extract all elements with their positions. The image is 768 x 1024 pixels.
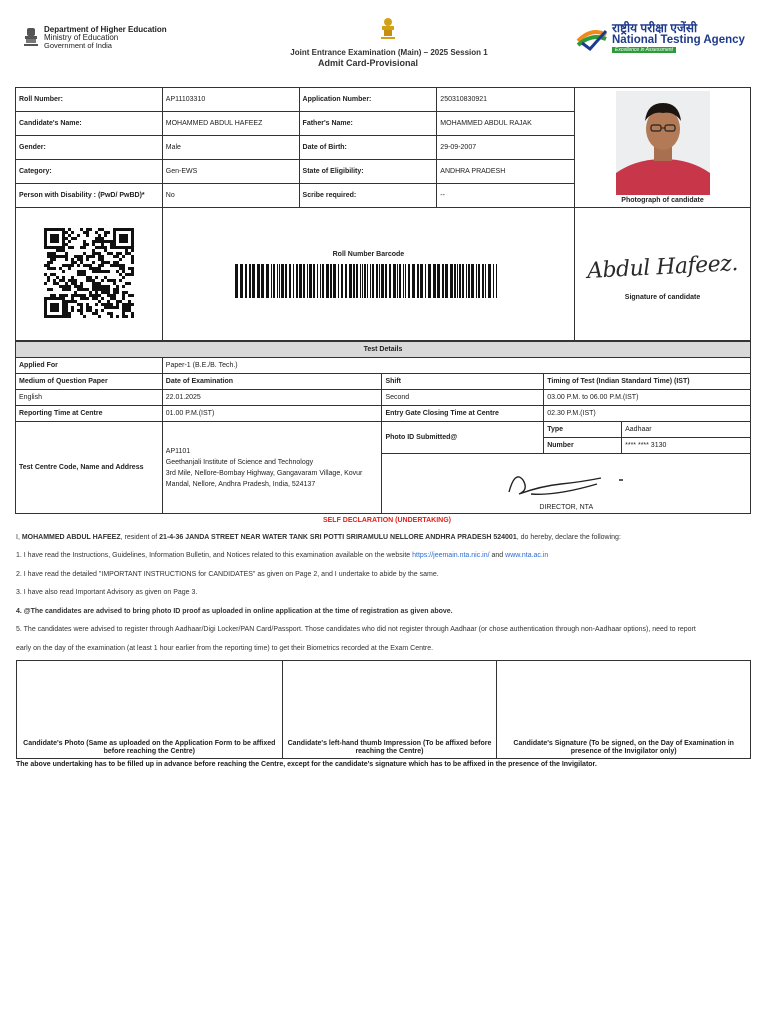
department-name: Department of Higher Education [44, 25, 167, 34]
candidate-photo-box: Candidate's Photo (Same as uploaded on the Application Form to be affixed before reaching the Centre) [17, 661, 283, 759]
undertaking-footer-note: The above undertaking has to be filled up in advance before reaching the Centre, except for the candidate's signature which has to be affixed in the presence of the Invigilator. [16, 761, 597, 768]
signature-cell [575, 208, 751, 341]
photo-id-label: Photo ID Submitted@ [382, 422, 544, 454]
roll-number-label: Roll Number: [16, 88, 163, 112]
test-centre-label: Test Centre Code, Name and Address [16, 422, 163, 514]
scribe-label: Scribe required: [299, 184, 437, 208]
nta-logo-icon [576, 25, 608, 51]
applied-for-label: Applied For [16, 358, 163, 374]
father-name-label: Father's Name: [299, 112, 437, 136]
barcode-cell [162, 208, 574, 341]
declaration-intro-text2: , resident of [120, 534, 160, 541]
photo-caption: Photograph of candidate [621, 197, 704, 204]
pwd-value: No [162, 184, 299, 208]
timing-label: Timing of Test (Indian Standard Time) (IST) [544, 374, 751, 390]
nta-hindi-name: राष्ट्रीय परीक्षा एजेंसी [612, 21, 698, 35]
declaration-intro-text3: , do hereby, declare the following: [516, 534, 621, 541]
roll-number-barcode [235, 264, 501, 298]
gender-label: Gender: [16, 136, 163, 160]
timing-value: 03.00 P.M. to 06.00 P.M.(IST) [544, 390, 751, 406]
centre-code: AP1101 [165, 447, 191, 455]
id-number-label: Number [544, 438, 622, 454]
father-name-value: MOHAMMED ABDUL RAJAK [437, 112, 575, 136]
declaration-title: SELF DECLARATION (UNDERTAKING) [322, 517, 452, 524]
candidate-photo [616, 91, 710, 195]
ministry-name: Ministry of Education [44, 33, 119, 42]
reporting-time-value: 01.00 P.M.(IST) [162, 406, 382, 422]
declaration-point-5-line1: 5. The candidates were advised to register through Aadhaar/Digi Locker/PAN Card/Passport. Those candidates who did not register through Aadhaar (or chose authentication through non-Aadhaar options), need to report [16, 626, 696, 633]
declaration-point-5-line2: early on the day of the examination (at least 1 hour earlier from the reporting time) to get their Biometrics recorded at the Exam Centre. [16, 645, 434, 652]
nta-english-name: National Testing Agency [612, 34, 745, 46]
test-centre-value [162, 422, 382, 514]
national-emblem-icon [22, 26, 40, 48]
jeemain-link[interactable]: https://jeemain.nta.nic.in/ [412, 552, 490, 559]
admit-card-header [0, 0, 768, 80]
dob-label: Date of Birth: [299, 136, 437, 160]
state-value: ANDHRA PRADESH [437, 160, 575, 184]
candidate-signature: Abdul Hafeez. [586, 251, 739, 284]
signature-caption: Signature of candidate [624, 294, 701, 301]
id-number-value: **** **** 3130 [622, 438, 751, 454]
test-details-heading: Test Details [16, 342, 751, 358]
qr-code [41, 228, 137, 318]
exam-date-label: Date of Examination [162, 374, 382, 390]
medium-value: English [16, 390, 163, 406]
gate-closing-value: 02.30 P.M.(IST) [544, 406, 751, 422]
medium-label: Medium of Question Paper [16, 374, 163, 390]
gender-value: Male [162, 136, 299, 160]
scribe-value: -- [437, 184, 575, 208]
director-title: DIRECTOR, NTA [539, 504, 594, 511]
centre-address-line1: 3rd Mile, Nellore-Bombay Highway, Gangavaram Village, Kovur [165, 469, 363, 477]
declaration-and-text: and [489, 552, 506, 559]
government-name: Government of India [44, 41, 112, 50]
candidate-name-label: Candidate's Name: [16, 112, 163, 136]
qr-cell [16, 208, 163, 341]
id-type-value: Aadhaar [622, 422, 751, 438]
id-type-label: Type [544, 422, 622, 438]
candidate-signature-box: Candidate's Signature (To be signed, on the Day of Examination in presence of the Invigilator only) [497, 661, 751, 759]
declarant-name: MOHAMMED ABDUL HAFEEZ [21, 534, 121, 541]
declaration-point-1-text: 1. I have read the Instructions, Guidelines, Information Bulletin, and Notices related to this examination available on the website [16, 552, 413, 559]
application-number-label: Application Number: [299, 88, 437, 112]
pwd-label: Person with Disability : (PwD/ PwBD)* [16, 184, 163, 208]
director-cell [382, 454, 751, 514]
centre-name: Geethanjali Institute of Science and Technology [165, 458, 314, 466]
undertaking-boxes [16, 660, 751, 759]
candidate-name-value: MOHAMMED ABDUL HAFEEZ [162, 112, 299, 136]
applied-for-value: Paper-1 (B.E./B. Tech.) [162, 358, 750, 374]
declaration-intro [16, 534, 756, 541]
exam-name: Joint Entrance Examination (Main) – 2025 Session 1 [290, 48, 488, 57]
declaration-point-1 [16, 552, 756, 559]
declarant-address: 21-4-36 JANDA STREET NEAR WATER TANK SRI POTTI SRIRAMULU NELLORE ANDHRA PRADESH 524001 [159, 534, 517, 541]
national-emblem-icon [378, 16, 398, 42]
nta-website-link[interactable]: www.nta.ac.in [505, 552, 549, 559]
state-label: State of Eligibility: [299, 160, 437, 184]
dob-value: 29-09-2007 [437, 136, 575, 160]
reporting-time-label: Reporting Time at Centre [16, 406, 163, 422]
shift-label: Shift [382, 374, 544, 390]
nta-logo-block [576, 22, 745, 53]
director-signature [501, 464, 631, 504]
centre-address-line2: Mandal, Nellore, Andhra Pradesh, India, 524137 [165, 480, 316, 488]
admit-card-label: Admit Card-Provisional [317, 58, 418, 68]
declaration-point-2: 2. I have read the detailed "IMPORTANT INSTRUCTIONS for CANDIDATES" as given on Page 2, and I undertake to abide by the same. [16, 571, 439, 578]
thumb-impression-box: Candidate's left-hand thumb Impression (To be affixed before reaching the Centre) [282, 661, 497, 759]
gate-closing-label: Entry Gate Closing Time at Centre [382, 406, 544, 422]
candidate-details-table [15, 87, 751, 341]
roll-number-value: AP11103310 [162, 88, 299, 112]
category-label: Category: [16, 160, 163, 184]
application-number-value: 250310830921 [437, 88, 575, 112]
nta-tagline: Excellence in Assessment [612, 47, 676, 53]
declaration-intro-text: I, [16, 534, 22, 541]
test-details-table [15, 341, 751, 514]
barcode-label: Roll Number Barcode [332, 250, 405, 258]
category-value: Gen-EWS [162, 160, 299, 184]
photo-cell [575, 88, 751, 208]
declaration-point-3: 3. I have also read Important Advisory as given on Page 3. [16, 589, 198, 596]
exam-date-value: 22.01.2025 [162, 390, 382, 406]
shift-value: Second [382, 390, 544, 406]
ministry-block [22, 26, 167, 50]
declaration-point-4: 4. @The candidates are advised to bring photo ID proof as uploaded in online application at the time of registration as given above. [16, 608, 453, 615]
